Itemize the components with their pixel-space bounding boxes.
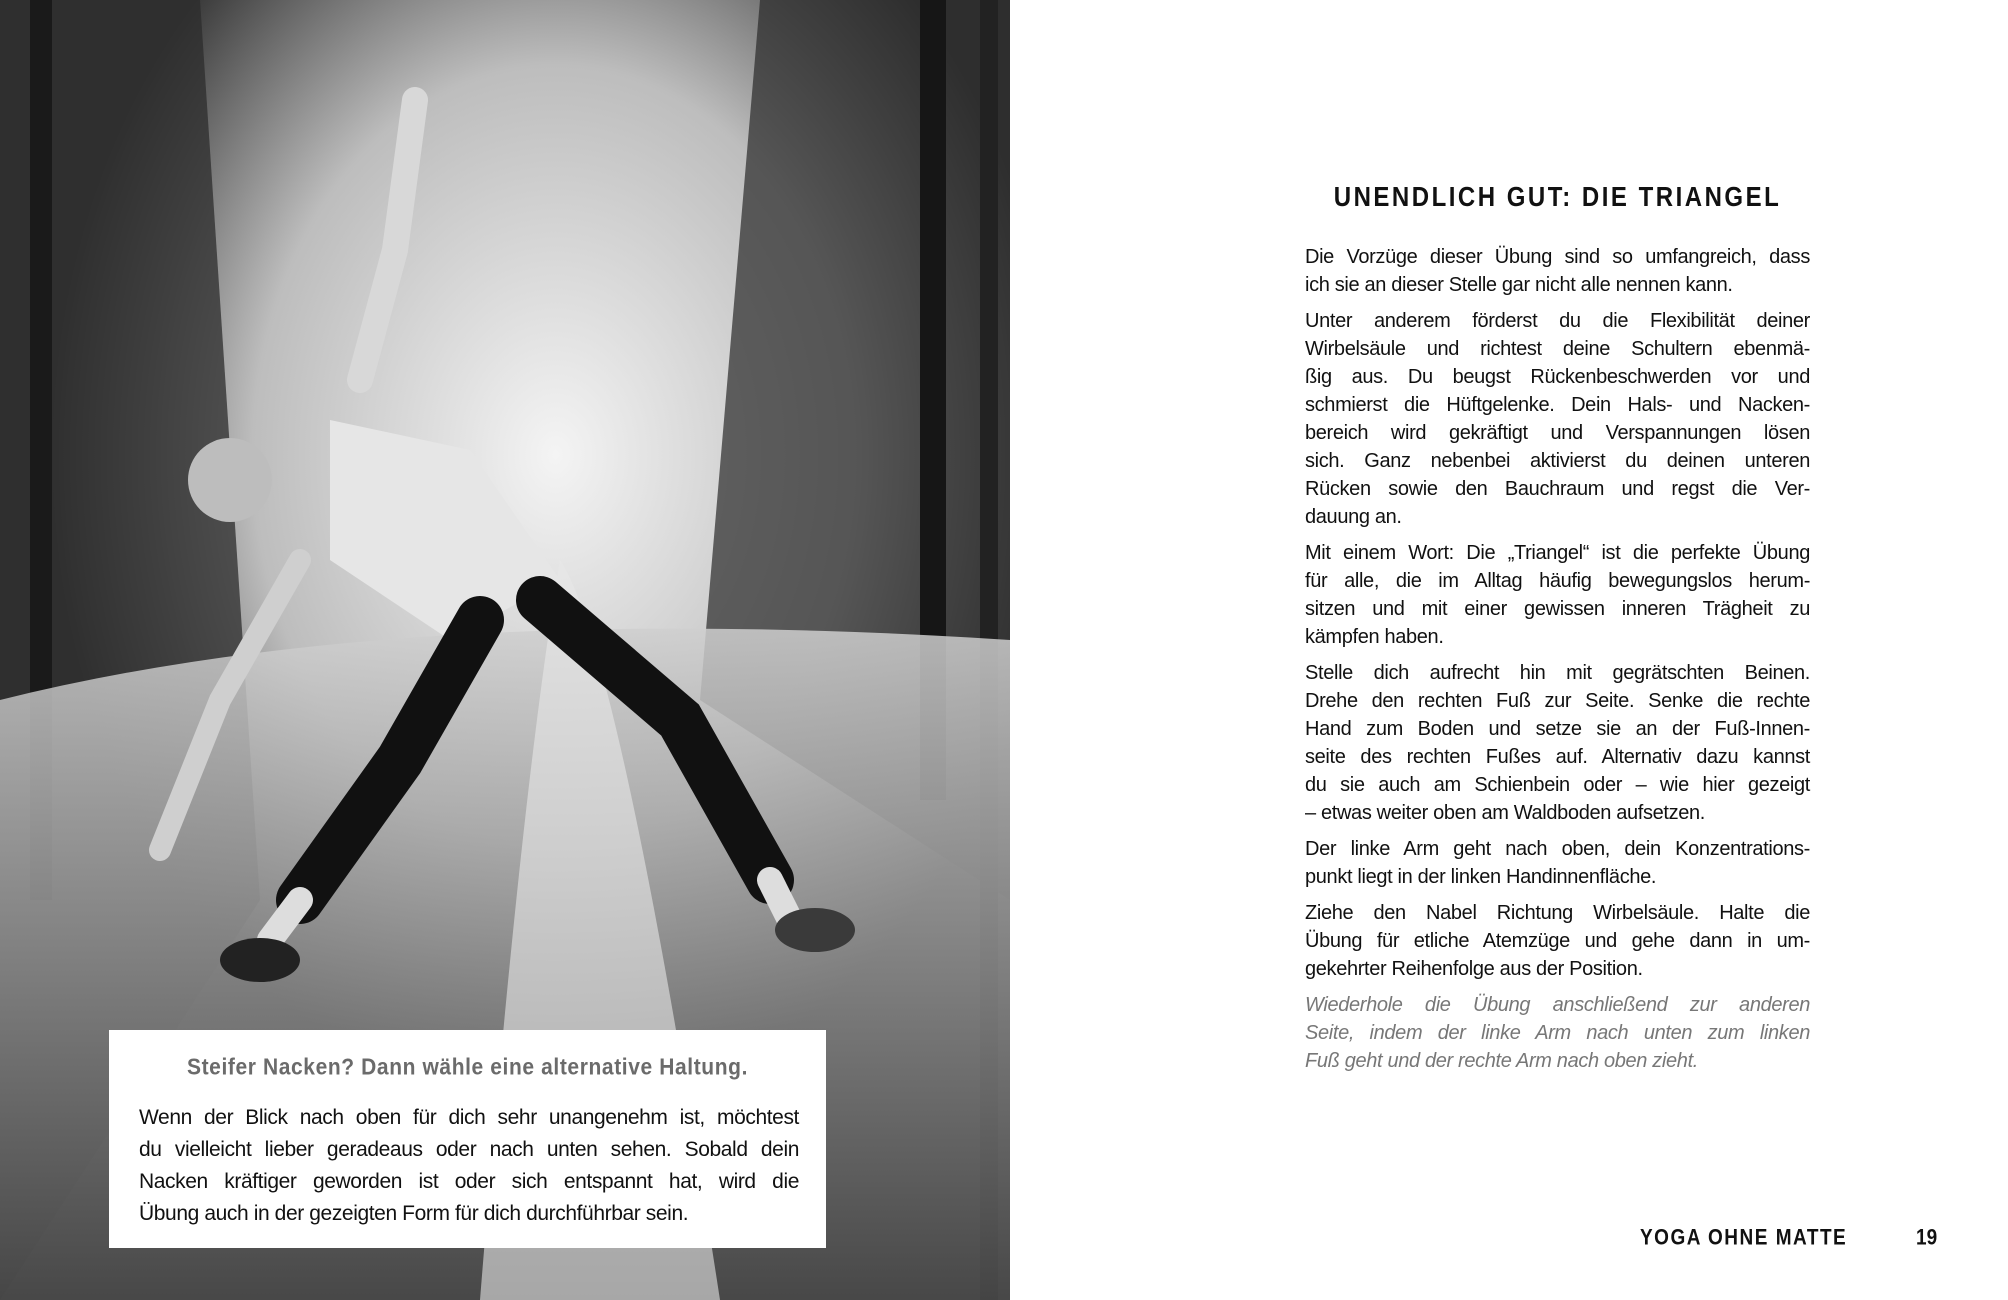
text-line: sich. Ganz nebenbei aktivierst du deinen unteren <box>1305 450 1810 472</box>
tip-title: Steifer Nacken? Dann wähle eine alternative Haltung. <box>186 1054 749 1081</box>
text-line: Wirbelsäule und richtest deine Schultern ebenmä- <box>1305 338 1810 360</box>
text-line: seite des rechten Fußes auf. Alternativ dazu kannst <box>1305 746 1810 768</box>
text-line: gekehrter Reihenfolge aus der Position. <box>1305 958 1643 980</box>
italic-note-paragraph <box>1305 991 1810 1075</box>
paragraph <box>1305 835 1810 891</box>
text-line: Rücken sowie den Bauchraum und regst die Ver- <box>1305 478 1810 500</box>
text-line: schmierst die Hüftgelenke. Dein Hals- und Nacken- <box>1305 394 1810 416</box>
text-line: Hand zum Boden und setze sie an der Fuß-Innen- <box>1305 718 1810 740</box>
running-footer-title: YOGA OHNE MATTE <box>1640 1226 1848 1251</box>
text-line: für alle, die im Alltag häufig bewegungslos herum- <box>1305 570 1810 592</box>
text-line: – etwas weiter oben am Waldboden aufsetzen. <box>1305 802 1706 824</box>
page-number: 19 <box>1916 1226 1938 1251</box>
text-line: Wiederhole die Übung anschließend zur anderen <box>1305 994 1810 1016</box>
text-line: Seite, indem der linke Arm nach unten zum linken <box>1305 1022 1810 1044</box>
tip-line: du vielleicht lieber geradeaus oder nach unten sehen. Sobald dein <box>139 1138 799 1161</box>
tip-text <box>139 1102 799 1230</box>
text-line: ßig aus. Du beugst Rückenbeschwerden vor und <box>1305 366 1810 388</box>
tip-box <box>109 1030 826 1248</box>
text-line: dauung an. <box>1305 506 1402 528</box>
text-line: Der linke Arm geht nach oben, dein Konzentrations- <box>1305 838 1810 860</box>
text-line: Fuß geht und der rechte Arm nach oben zieht. <box>1305 1050 1698 1072</box>
tip-line: Wenn der Blick nach oben für dich sehr unangenehm ist, möchtest <box>139 1106 799 1129</box>
text-line: Die Vorzüge dieser Übung sind so umfangreich, dass <box>1305 246 1810 268</box>
text-line: Stelle dich aufrecht hin mit gegrätschten Beinen. <box>1305 662 1810 684</box>
paragraph <box>1305 659 1810 827</box>
tip-line: Nacken kräftiger geworden ist oder sich entspannt hat, wird die <box>139 1170 799 1193</box>
page-title: UNENDLICH GUT: DIE TRIANGEL <box>1333 181 1782 213</box>
text-line: Unter anderem förderst du die Flexibilität deiner <box>1305 310 1810 332</box>
text-line: Übung für etliche Atemzüge und gehe dann in um- <box>1305 930 1810 952</box>
text-line: bereich wird gekräftigt und Verspannungen lösen <box>1305 422 1810 444</box>
text-line: Ziehe den Nabel Richtung Wirbelsäule. Halte die <box>1305 902 1810 924</box>
tip-line: Übung auch in der gezeigten Form für dich durchführbar sein. <box>139 1202 689 1225</box>
text-line: punkt liegt in der linken Handinnenfläche. <box>1305 866 1657 888</box>
text-line: sitzen und mit einer gewissen inneren Trägheit zu <box>1305 598 1810 620</box>
text-line: Mit einem Wort: Die „Triangel“ ist die perfekte Übung <box>1305 542 1810 564</box>
paragraph <box>1305 899 1810 983</box>
text-line: du sie auch am Schienbein oder – wie hier gezeigt <box>1305 774 1810 796</box>
text-line: ich sie an dieser Stelle gar nicht alle nennen kann. <box>1305 274 1733 296</box>
paragraph <box>1305 307 1810 531</box>
text-line: Drehe den rechten Fuß zur Seite. Senke die rechte <box>1305 690 1810 712</box>
text-line: kämpfen haben. <box>1305 626 1444 648</box>
body-text <box>1305 243 1810 1083</box>
paragraph <box>1305 539 1810 651</box>
paragraph <box>1305 243 1810 299</box>
